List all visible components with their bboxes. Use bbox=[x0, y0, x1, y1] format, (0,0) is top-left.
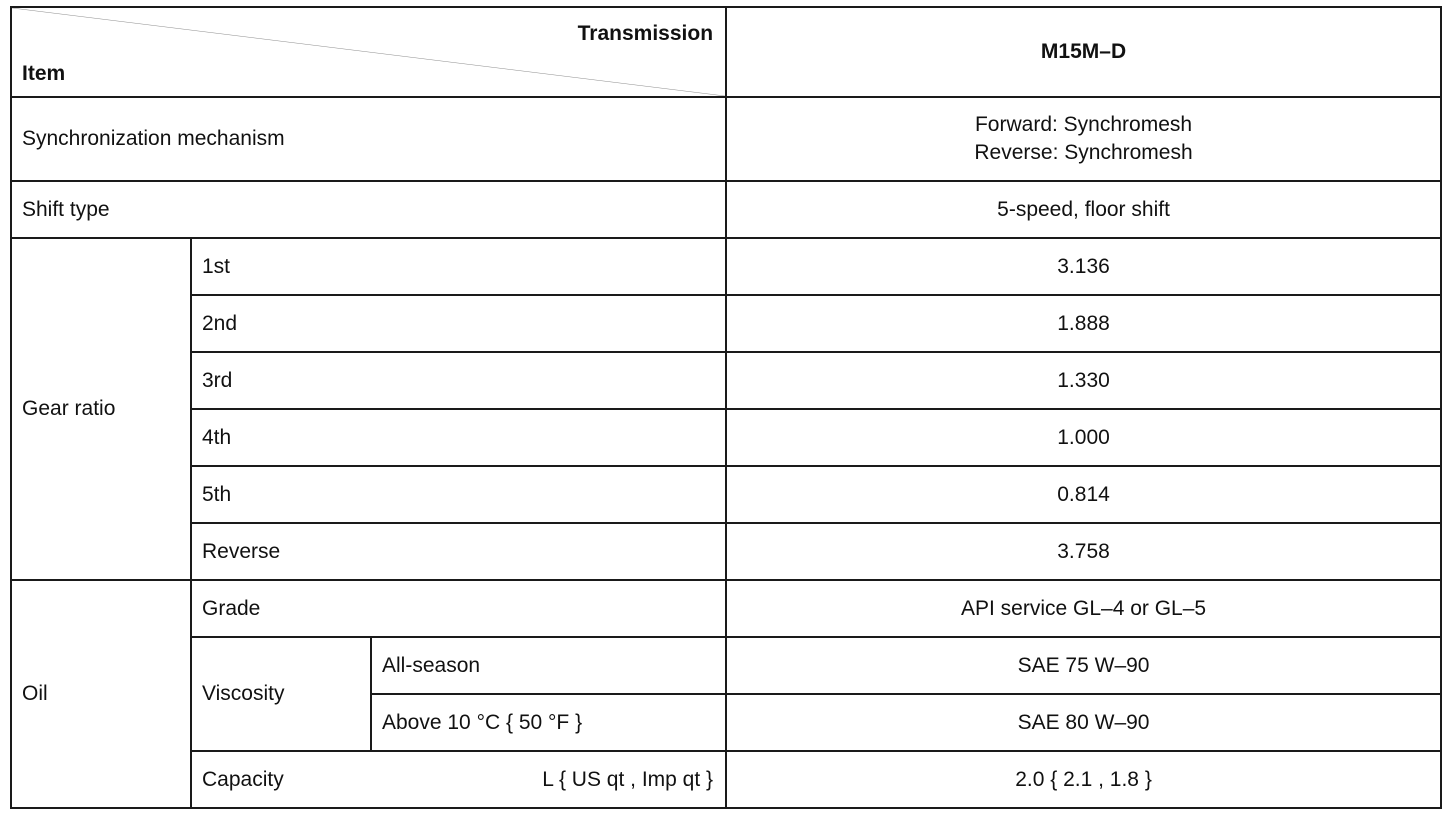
oil-label: Oil bbox=[11, 580, 191, 808]
shift-value: 5-speed, floor shift bbox=[726, 181, 1441, 238]
sync-reverse-value: Reverse: Synchromesh bbox=[974, 141, 1193, 164]
gear-row-3rd bbox=[11, 352, 1441, 409]
shift-label: Shift type bbox=[11, 181, 726, 238]
oil-grade-value: API service GL–4 or GL–5 bbox=[726, 580, 1441, 637]
model-header: M15M–D bbox=[726, 7, 1441, 97]
header-diagonal-cell bbox=[11, 7, 726, 97]
gear-label: 3rd bbox=[191, 352, 726, 409]
gear-label: 2nd bbox=[191, 295, 726, 352]
gear-label: Reverse bbox=[191, 523, 726, 580]
oil-capacity-value: 2.0 { 2.1 , 1.8 } bbox=[726, 751, 1441, 808]
oil-capacity-row bbox=[11, 751, 1441, 808]
gear-row-5th bbox=[11, 466, 1441, 523]
viscosity-value: SAE 80 W–90 bbox=[726, 694, 1441, 751]
gear-label: 4th bbox=[191, 409, 726, 466]
header-row bbox=[11, 7, 1441, 97]
gear-value: 1.330 bbox=[726, 352, 1441, 409]
oil-capacity-cell bbox=[191, 751, 726, 808]
sync-value bbox=[726, 97, 1441, 181]
gear-value: 1.888 bbox=[726, 295, 1441, 352]
shift-row bbox=[11, 181, 1441, 238]
oil-capacity-unit: L { US qt , Imp qt } bbox=[542, 767, 714, 791]
gear-value: 3.136 bbox=[726, 238, 1441, 295]
oil-capacity-label: Capacity bbox=[202, 767, 284, 791]
transmission-header-label: Transmission bbox=[577, 22, 714, 45]
gear-row-2nd bbox=[11, 295, 1441, 352]
viscosity-condition: All-season bbox=[371, 637, 726, 694]
gear-value: 3.758 bbox=[726, 523, 1441, 580]
gear-label: 5th bbox=[191, 466, 726, 523]
sync-forward-value: Forward: Synchromesh bbox=[974, 113, 1193, 136]
oil-viscosity-row-1 bbox=[11, 637, 1441, 694]
gear-row-reverse bbox=[11, 523, 1441, 580]
oil-viscosity-label: Viscosity bbox=[191, 637, 371, 751]
oil-grade-label: Grade bbox=[191, 580, 726, 637]
gear-value: 0.814 bbox=[726, 466, 1441, 523]
viscosity-condition: Above 10 °C { 50 °F } bbox=[371, 694, 726, 751]
gear-row-4th bbox=[11, 409, 1441, 466]
item-header-label: Item bbox=[22, 62, 66, 85]
viscosity-value: SAE 75 W–90 bbox=[726, 637, 1441, 694]
gear-value: 1.000 bbox=[726, 409, 1441, 466]
gear-label: 1st bbox=[191, 238, 726, 295]
gear-row-1st bbox=[11, 238, 1441, 295]
specification-table bbox=[10, 6, 1442, 809]
oil-grade-row bbox=[11, 580, 1441, 637]
sync-row bbox=[11, 97, 1441, 181]
sync-label: Synchronization mechanism bbox=[11, 97, 726, 181]
gear-ratio-label: Gear ratio bbox=[11, 238, 191, 580]
